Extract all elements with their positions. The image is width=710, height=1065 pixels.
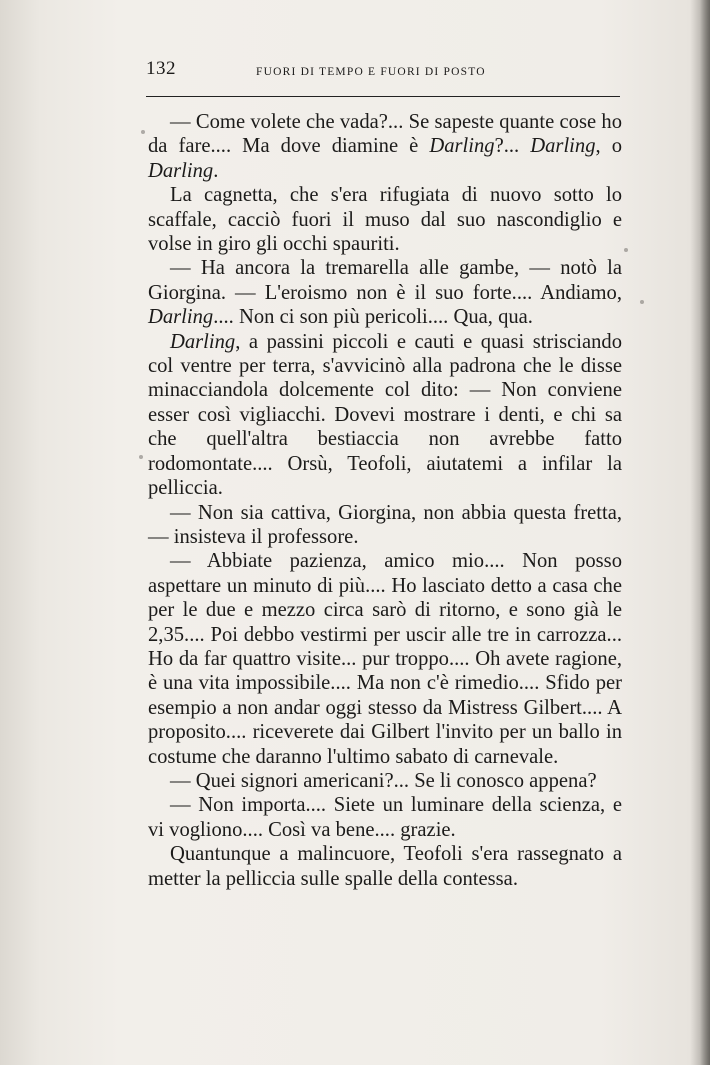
italic-text: Darling bbox=[530, 135, 596, 158]
paper-speck bbox=[624, 248, 628, 252]
header-rule bbox=[146, 96, 620, 97]
running-head: FUORI DI TEMPO E FUORI DI POSTO bbox=[256, 66, 486, 78]
paragraph bbox=[148, 793, 622, 842]
text-segment: , a passini piccoli e cauti e quasi strisciando col ventre per terra, s'avvicinò alla padrona che le disse minacciandola dolcemente col dito: — Non conviene esser così vigliacchi. Dovevi mostrare i denti, e chi sa che quell'altra bestiaccia non avrebbe fatto rodomontate.... Orsù, Teofoli, aiutatemi a infilar la pelliccia. bbox=[148, 330, 622, 500]
italic-text: Darling bbox=[429, 135, 495, 158]
page-header bbox=[146, 58, 622, 92]
page-number: 132 bbox=[146, 58, 176, 79]
page-edge-shadow bbox=[700, 0, 710, 1065]
italic-text: Darling bbox=[170, 330, 236, 353]
paragraph bbox=[148, 110, 622, 183]
text-segment: La cagnetta, che s'era rifugiata di nuovo sotto lo scaffale, cacciò fuori il muso dal suo nascondiglio e volse in giro gli occhi spauriti. bbox=[148, 184, 622, 256]
text-segment: — Ha ancora la tremarella alle gambe, — notò la Giorgina. — L'eroismo non è il suo forte.... Andiamo, bbox=[148, 257, 622, 304]
paragraph bbox=[148, 501, 622, 550]
paragraph bbox=[148, 330, 622, 501]
italic-text: Darling bbox=[148, 159, 214, 182]
text-segment: — Abbiate pazienza, amico mio.... Non posso aspettare un minuto di più.... Ho lasciato detto a casa che per le due e mezzo circa sarò di ritorno, e sono già le 2,35.... Poi debbo vestirmi per uscir alle tre in carrozza... Ho da far quattro visite... pur troppo.... Oh avete ragione, è una vita impossibile.... Ma non c'è rimedio.... Sfido per esempio a non andar oggi stesso da Mistress Gilbert.... A proposito.... riceverete dai Gilbert l'invito per un ballo in costume che daranno l'ultimo sabato di carnevale. bbox=[148, 550, 622, 768]
text-segment: , o bbox=[595, 135, 623, 158]
text-segment: — Come volete che vada?... Se sapeste quante cose ho da fare.... Ma dove diamine è bbox=[148, 111, 622, 158]
text-segment: — Quei signori americani?... Se li conosco appena? bbox=[170, 769, 597, 792]
text-segment: . bbox=[213, 159, 219, 182]
text-segment: ?... bbox=[494, 135, 531, 158]
text-segment: — Non importa.... Siete un luminare della scienza, e vi vogliono.... Così va bene.... grazie. bbox=[148, 794, 622, 841]
paragraph bbox=[148, 842, 622, 891]
text-segment: .... Non ci son più pericoli.... Qua, qua. bbox=[213, 306, 533, 329]
paragraph bbox=[148, 183, 622, 256]
paragraph bbox=[148, 549, 622, 769]
paper-speck bbox=[139, 455, 143, 459]
paragraph bbox=[148, 769, 622, 793]
body-text bbox=[148, 110, 622, 891]
text-segment: Quantunque a malincuore, Teofoli s'era rassegnato a metter la pelliccia sulle spalle della contessa. bbox=[148, 843, 622, 890]
paper-speck bbox=[141, 130, 145, 134]
paper-speck bbox=[640, 300, 644, 304]
italic-text: Darling bbox=[148, 306, 214, 329]
text-segment: — Non sia cattiva, Giorgina, non abbia questa fretta, — insisteva il professore. bbox=[148, 501, 622, 548]
paragraph bbox=[148, 256, 622, 329]
